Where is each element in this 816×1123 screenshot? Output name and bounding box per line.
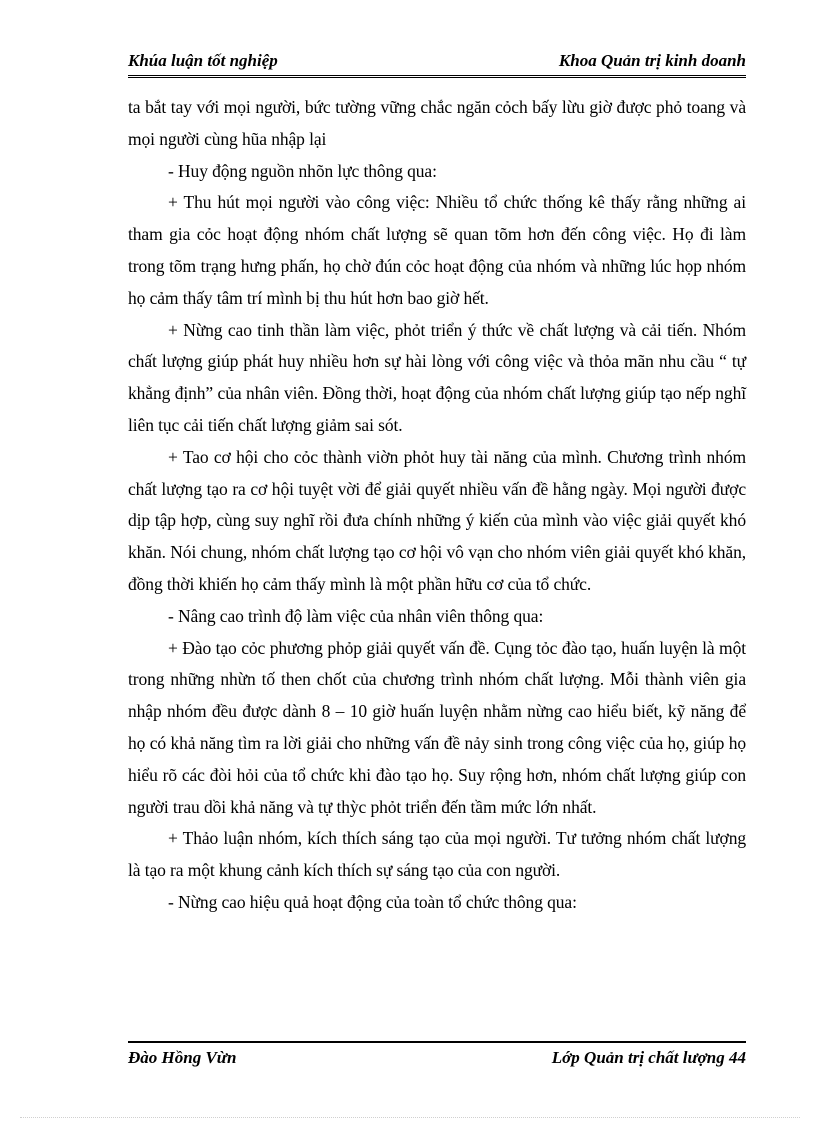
header-thesis-title: Khúa luận tốt nghiệp xyxy=(128,51,278,70)
footer-class: Lớp Quản trị chất lượng 44 xyxy=(551,1048,746,1067)
paragraph: - Huy động nguồn nhõn lực thông qua: xyxy=(168,160,437,181)
paragraph: - Nừng cao hiệu quả hoạt động của toàn tổ chức thông qua: xyxy=(168,891,577,912)
paragraph: + Nừng cao tinh thần làm việc, phỏt triển ý thức về chất lượng và cải tiến. Nhóm chất lượng giúp phát huy nhiều hơn sự hài lòng với công việc và thỏa mãn nhu cầu “ tự khẳng định” của nhân viên. Đồng thời, hoạt động của nhóm chất lượng giúp tạo nếp nghĩ liên tục cải tiến chất lượng giảm sai sót. xyxy=(128,319,746,435)
page-footer xyxy=(128,1041,746,1073)
paragraph: + Thu hút mọi người vào công việc: Nhiều tổ chức thống kê thấy rằng những ai tham gia cỏc hoạt động nhóm chất lượng sẽ quan tõm hơn đến công việc. Họ đi làm trong tõm trạng hưng phấn, họ chờ đún cỏc hoạt động của nhóm và những lúc họp nhóm họ cảm thấy tâm trí mình bị thu hút hơn bao giờ hết. xyxy=(128,192,746,308)
paragraph: + Thảo luận nhóm, kích thích sáng tạo của mọi người. Tư tưởng nhóm chất lượng là tạo ra một khung cảnh kích thích sự sáng tạo của con người. xyxy=(128,828,746,881)
footer-author: Đào Hồng Vừn xyxy=(128,1048,237,1067)
paragraph: ta bắt tay với mọi người, bức tường vững chắc ngăn cỏch bấy lừu giờ được phỏ toang và mọi người cùng hũa nhập lại xyxy=(128,97,746,149)
page-body xyxy=(128,92,746,919)
paragraph: + Đào tạo cỏc phương phỏp giải quyết vấn đề. Cụng tỏc đào tạo, huấn luyện là một trong những nhừn tố then chốt của chương trình nhóm chất lượng. Mỗi thành viên gia nhập nhóm đều được dành 8 – 10 giờ huấn luyện nhằm nừng cao hiểu biết, kỹ năng để họ có khả năng tìm ra lời giải cho những vấn đề nảy sinh trong công việc của họ, giúp họ hiểu rõ các đòi hỏi của tổ chức khi đào tạo họ. Suy rộng hơn, nhóm chất lượng giúp con người trau dồi khả năng và tự thỳc phỏt triển đến tầm mức lớn nhất. xyxy=(128,637,746,817)
paragraph: - Nâng cao trình độ làm việc của nhân viên thông qua: xyxy=(168,605,544,626)
header-faculty: Khoa Quản trị kinh doanh xyxy=(558,51,746,70)
page-header xyxy=(128,47,746,78)
page-edge-divider xyxy=(20,1117,800,1118)
paragraph: + Tao cơ hội cho cỏc thành viờn phỏt huy tài năng của mình. Chương trình nhóm chất lượng tạo ra cơ hội tuyệt vời để giải quyết nhiều vấn đề hằng ngày. Mọi người được dịp tập hợp, cùng suy nghĩ rồi đưa chính những ý kiến của mình vào việc giải quyết khó khăn. Nói chung, nhóm chất lượng tạo cơ hội vô vạn cho nhóm viên giải quyết khó khăn, đồng thời khiến họ cảm thấy mình là một phần hữu cơ của tổ chức. xyxy=(128,446,746,594)
